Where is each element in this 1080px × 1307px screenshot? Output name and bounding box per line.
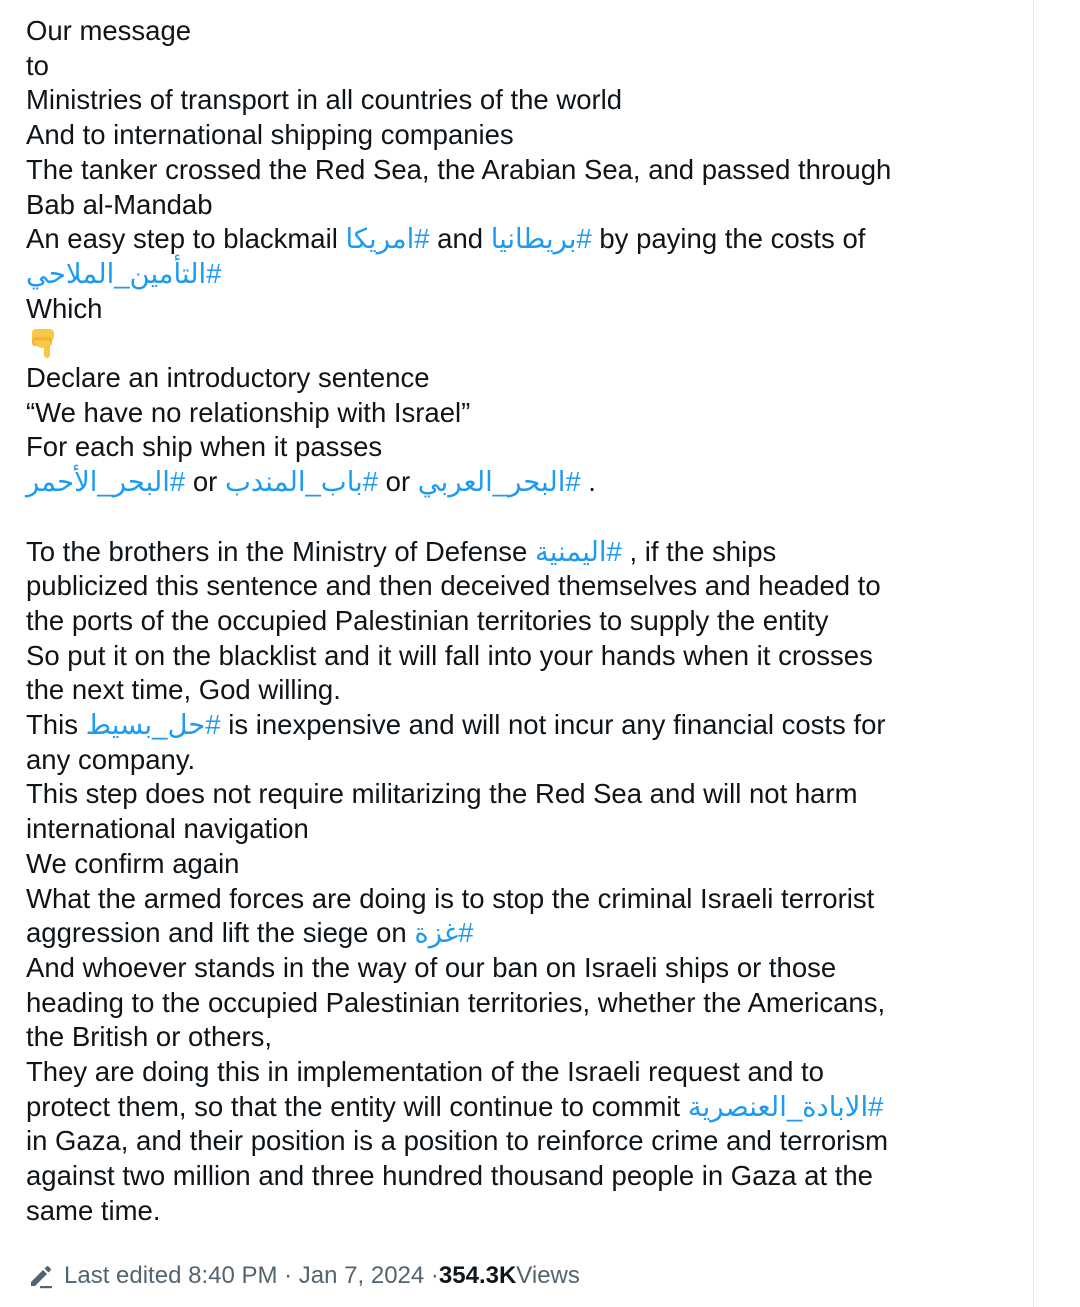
hashtag-link[interactable]: #البحر_الأحمر <box>26 466 186 498</box>
text-line: And to international shipping companies <box>26 119 514 151</box>
text-line: What the armed forces are doing is to stop the criminal Israeli terrorist <box>26 882 875 914</box>
text-line: heading to the occupied Palestinian territories, whether the Americans, <box>26 986 886 1018</box>
text-line: This step does not require militarizing the Red Sea and will not harm <box>26 778 858 810</box>
hashtag-link[interactable]: #التأمين_الملاحي <box>26 257 222 289</box>
text-line: to <box>26 49 49 81</box>
text-line: publicized this sentence and then deceived themselves and headed to <box>26 570 881 602</box>
text-line: Bab al-Mandab <box>26 188 213 220</box>
text-line: the next time, God willing. <box>26 674 341 706</box>
blank-line <box>26 500 1026 535</box>
text-line: Declare an introductory sentence <box>26 362 430 394</box>
tweet-meta <box>28 1262 580 1290</box>
text-line: To the brothers in the Ministry of Defense #اليمنية , if the ships <box>26 535 777 567</box>
text-line: Which <box>26 292 103 324</box>
hashtag-link[interactable]: #باب_المندب <box>224 466 379 498</box>
hashtag-link[interactable]: #حل_بسيط <box>85 709 221 741</box>
text-line: The tanker crossed the Red Sea, the Arabian Sea, and passed through <box>26 153 892 185</box>
text-line: aggression and lift the siege on #غزة <box>26 917 474 949</box>
text-line: They are doing this in implementation of the Israeli request and to <box>26 1056 824 1088</box>
hashtag-link[interactable]: #بريطانيا <box>490 223 592 255</box>
text-line: the ports of the occupied Palestinian territories to supply the entity <box>26 604 829 636</box>
text-line: international navigation <box>26 813 309 845</box>
hashtag-link[interactable]: #البحر_العربي <box>417 466 581 498</box>
text-line: Our message <box>26 15 192 46</box>
text-line: This #حل_بسيط is inexpensive and will not incur any financial costs for <box>26 709 886 741</box>
hashtag-link[interactable]: #اليمنية <box>535 535 622 567</box>
text-line: And whoever stands in the way of our ban on Israeli ships or those <box>26 951 837 983</box>
tweet-text <box>26 14 1026 1229</box>
last-edited-text[interactable]: Last edited 8:40 PM · Jan 7, 2024 · <box>64 1262 439 1289</box>
text-line: We confirm again <box>26 847 240 879</box>
text-line: An easy step to blackmail #امريكا and #بريطانيا by paying the costs of <box>26 223 866 255</box>
text-line: the British or others, <box>26 1021 273 1053</box>
hashtag-link[interactable]: #امريكا <box>345 223 430 255</box>
text-line <box>26 257 1026 292</box>
text-line: any company. <box>26 743 196 775</box>
pointing-down-emoji-icon <box>26 326 1026 361</box>
text-line: same time. <box>26 1194 161 1226</box>
divider <box>1033 0 1034 1307</box>
text-line: “We have no relationship with Israel” <box>26 396 471 428</box>
views-count: 354.3K <box>438 1262 517 1289</box>
text-line: protect them, so that the entity will continue to commit #الابادة_العنصرية <box>26 1090 884 1122</box>
text-line: in Gaza, and their position is a position to reinforce crime and terrorism <box>26 1125 889 1157</box>
pencil-icon[interactable] <box>28 1263 54 1289</box>
text-line: For each ship when it passes <box>26 431 383 463</box>
hashtag-link[interactable]: #غزة <box>414 917 474 949</box>
text-line: against two million and three hundred thousand people in Gaza at the <box>26 1160 873 1192</box>
text-line: #البحر_الأحمر or #باب_المندب or #البحر_العربي . <box>26 466 596 498</box>
text-line: So put it on the blacklist and it will fall into your hands when it crosses <box>26 639 873 671</box>
hashtag-link[interactable]: #الابادة_العنصرية <box>687 1090 884 1122</box>
text-line: Ministries of transport in all countries of the world <box>26 84 623 116</box>
views-label: Views <box>516 1262 580 1289</box>
